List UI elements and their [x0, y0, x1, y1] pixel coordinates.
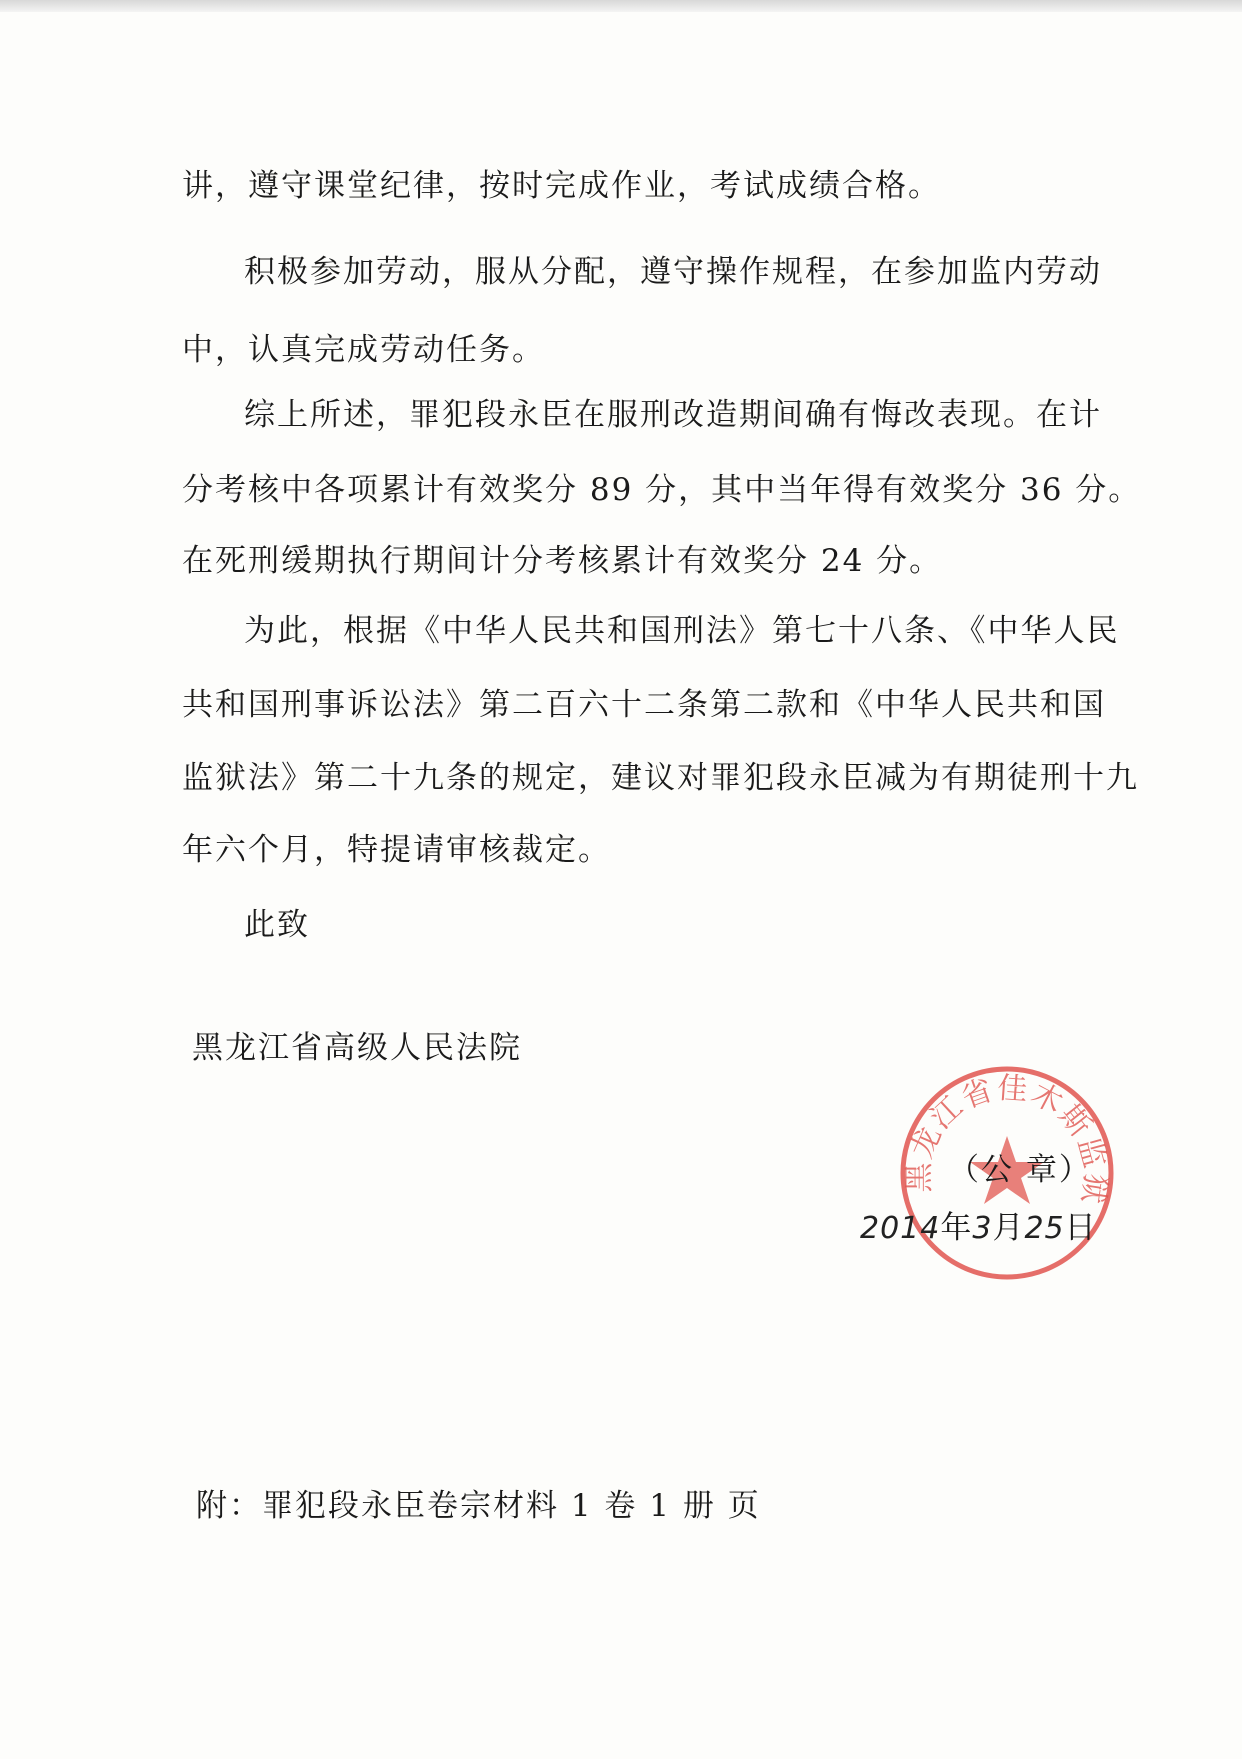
- attachment-note: 附：罪犯段永臣卷宗材料 1 卷 1 册 页: [196, 1488, 761, 1524]
- body-line-4: 综上所述，罪犯段永臣在服刑改造期间确有悔改表现。在计: [244, 397, 1102, 433]
- body-line-10: 年六个月，特提请审核裁定。: [182, 832, 611, 868]
- recipient: 黑龙江省高级人民法院: [192, 1030, 522, 1066]
- body-line-2: 积极参加劳动，服从分配，遵守操作规程，在参加监内劳动: [244, 254, 1102, 290]
- body-line-9: 监狱法》第二十九条的规定，建议对罪犯段永臣减为有期徒刑十九: [182, 760, 1139, 796]
- body-line-3: 中，认真完成劳动任务。: [182, 332, 545, 368]
- date-month-suffix: 月: [992, 1210, 1025, 1246]
- date-year-suffix: 年: [940, 1210, 973, 1246]
- svg-text:黑龙江省佳木斯监狱: 黑龙江省佳木斯监狱: [901, 1070, 1114, 1208]
- body-line-5: 分考核中各项累计有效奖分 89 分，其中当年得有效奖分 36 分。: [182, 472, 1142, 508]
- date-day-suffix: 日: [1064, 1210, 1097, 1246]
- scan-edge: [0, 0, 1242, 12]
- body-line-7: 为此，根据《中华人民共和国刑法》第七十八条、《中华人民: [244, 613, 1120, 649]
- seal-label: （公 章）: [948, 1152, 1092, 1188]
- body-line-1: 讲，遵守课堂纪律，按时完成作业，考试成绩合格。: [182, 168, 941, 204]
- date-day: 25: [1024, 1211, 1065, 1246]
- body-line-6: 在死刑缓期执行期间计分考核累计有效奖分 24 分。: [182, 543, 943, 579]
- date-year: 2014: [860, 1211, 941, 1246]
- closing-salutation: 此致: [244, 907, 310, 943]
- signing-date: [860, 1202, 1097, 1247]
- body-line-8: 共和国刑事诉讼法》第二百六十二条第二款和《中华人民共和国: [182, 687, 1106, 723]
- date-month: 3: [972, 1211, 993, 1246]
